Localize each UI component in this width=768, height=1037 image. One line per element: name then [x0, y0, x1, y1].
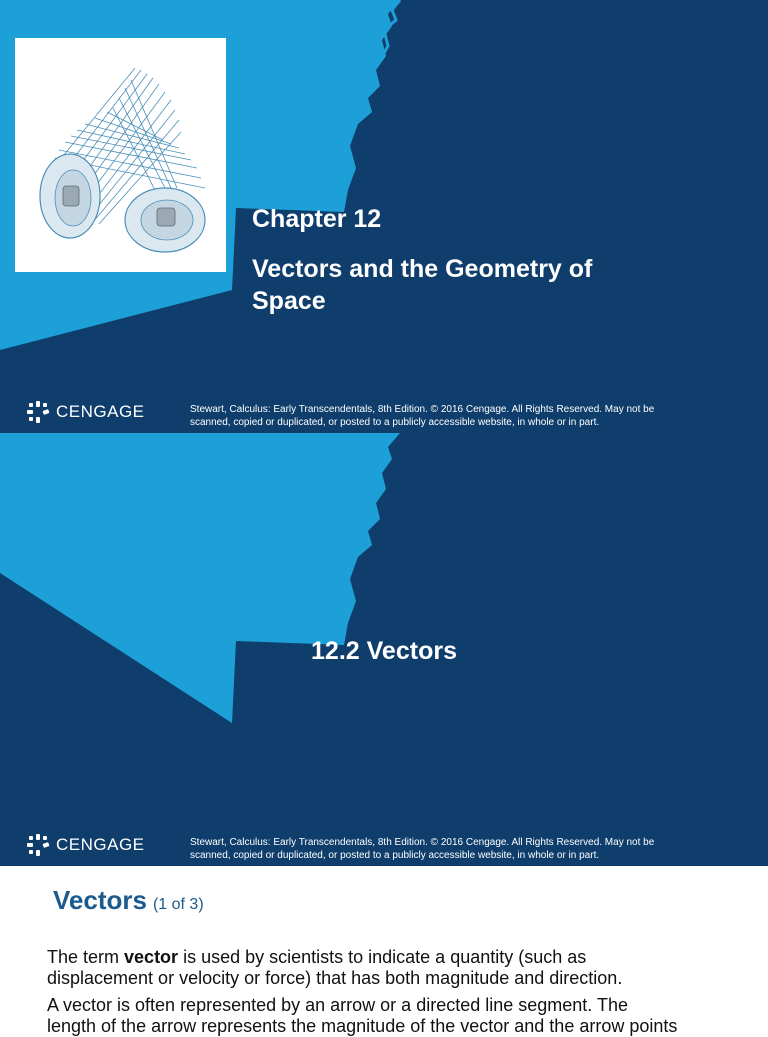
copyright-line1: Stewart, Calculus: Early Transcendentals, 8th Edition. © 2016 Cengage. All Rights Reserved. May not be: [190, 404, 655, 415]
chapter-subtitle-line2: Space: [252, 287, 326, 315]
slide-content-vectors: [0, 866, 768, 1036]
cengage-logo-mark-icon: [26, 400, 50, 424]
slide-section-title: [0, 433, 768, 866]
cengage-logo-text: CENGAGE: [56, 402, 145, 421]
content-heading: [53, 885, 204, 916]
cengage-logo: [26, 397, 145, 427]
chapter-title: Chapter 12: [252, 205, 382, 233]
paragraph-line: length of the arrow represents the magnitude of the vector and the arrow points: [47, 1016, 678, 1036]
paragraph-vector-definition: [47, 947, 747, 989]
copyright-line1: Stewart, Calculus: Early Transcendentals, 8th Edition. © 2016 Cengage. All Rights Reserved. May not be: [190, 837, 655, 848]
ruled-surface-illustration: [15, 38, 226, 272]
copyright-line2: scanned, copied or duplicated, or posted to a publicly accessible website, in whole or in part.: [190, 417, 600, 428]
slide-chapter-title: [0, 0, 768, 433]
text-run: is used by scientists to indicate a quantity (such as: [178, 947, 587, 967]
content-heading-count: (1 of 3): [152, 896, 204, 913]
cengage-logo-text: CENGAGE: [56, 835, 145, 854]
ruled-surface-icon: [15, 38, 226, 272]
bold-term: vector: [124, 947, 179, 967]
copyright-notice: [190, 403, 750, 429]
text-run: The term: [47, 947, 125, 967]
paragraph-line: displacement or velocity or force) that has both magnitude and direction.: [47, 968, 623, 988]
chapter-subtitle-line1: Vectors and the Geometry of: [252, 255, 593, 283]
content-heading-title: Vectors: [53, 885, 147, 915]
cengage-logo-mark-icon: [26, 833, 50, 857]
paragraph-vector-representation: [47, 995, 747, 1037]
chapter-subtitle: [252, 253, 712, 317]
copyright-line2: scanned, copied or duplicated, or posted to a publicly accessible website, in whole or in part.: [190, 850, 600, 861]
paragraph-line: A vector is often represented by an arrow or a directed line segment. The: [47, 995, 628, 1015]
cengage-logo: [26, 830, 145, 860]
copyright-notice: [190, 836, 750, 862]
section-title: 12.2 Vectors: [311, 637, 457, 665]
paragraph-line: [47, 947, 747, 968]
